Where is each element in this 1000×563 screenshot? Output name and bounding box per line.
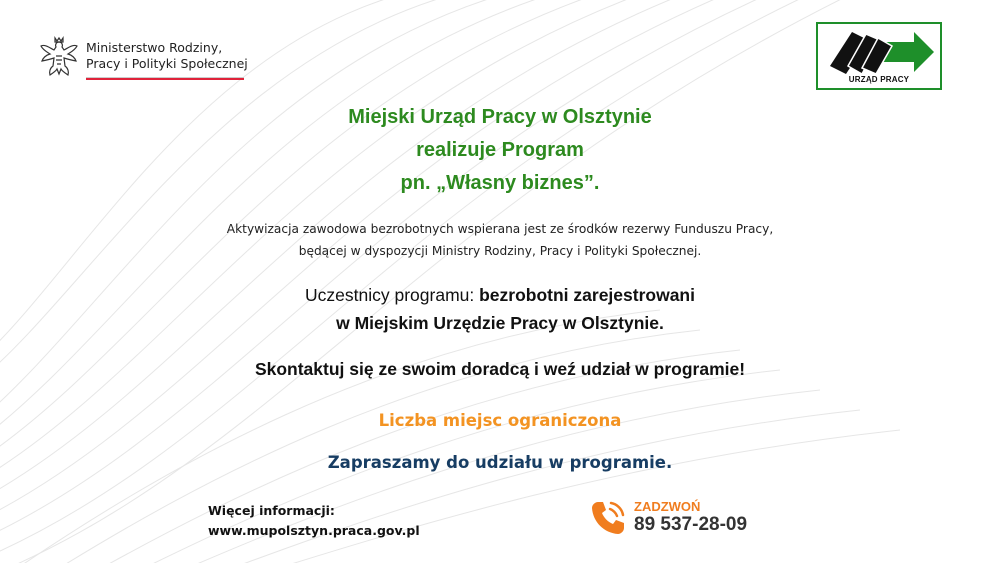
participants-prefix: Uczestnicy programu: (305, 285, 480, 305)
more-info (208, 501, 420, 541)
ministry-name-line1: Ministerstwo Rodziny, (86, 40, 223, 55)
participants-line1 (150, 285, 850, 306)
funding-line1: Aktywizacja zawodowa bezrobotnych wspierana jest ze środków rezerwy Funduszu Pracy, (226, 222, 774, 236)
contact-advisor-text: Skontaktuj się ze swoim doradcą i weź udział w programie! (254, 359, 746, 379)
more-info-url[interactable]: www.mupolsztyn.praca.gov.pl (208, 523, 420, 538)
eagle-emblem-icon (38, 34, 80, 80)
urzad-pracy-logo (816, 22, 942, 90)
urzad-pracy-label: URZĄD PRACY (848, 75, 910, 84)
folders-arrow-icon (822, 28, 938, 74)
more-info-label: Więcej informacji: (208, 503, 335, 518)
limited-places-text: Liczba miejsc ograniczona (378, 411, 622, 430)
invitation-text: Zapraszamy do udziału w programie. (327, 453, 673, 472)
phone-icon[interactable] (589, 499, 627, 537)
ministry-flag-rule (86, 77, 244, 80)
call-label: ZADZWOŃ (634, 499, 701, 514)
headline-line3: pn. „Własny biznes”. (400, 172, 600, 194)
funding-line2: będącej w dyspozycji Ministry Rodziny, Pracy i Polityki Społecznej. (298, 244, 702, 258)
headline-line2: realizuje Program (416, 139, 584, 161)
ministry-logo (38, 34, 253, 86)
ministry-name-line2: Pracy i Polityki Społecznej (86, 56, 248, 71)
participants-line2: w Miejskim Urzędzie Pracy w Olsztynie. (336, 313, 664, 333)
headline-line1: Miejski Urząd Pracy w Olsztynie (348, 106, 652, 128)
call-number[interactable]: 89 537-28-09 (634, 514, 748, 535)
participants-bold: bezrobotni zarejestrowani (479, 285, 695, 305)
